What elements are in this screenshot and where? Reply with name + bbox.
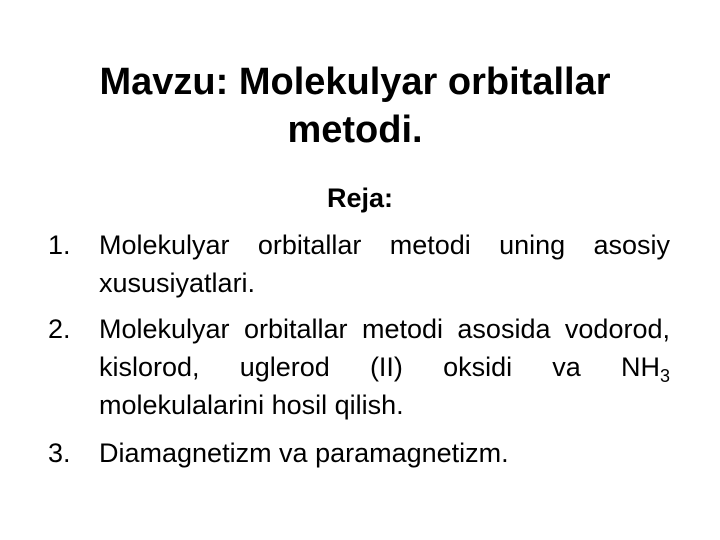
chemical-subscript: 3 bbox=[659, 366, 670, 386]
list-item-number: 3. bbox=[48, 438, 71, 468]
list-item-number: 2. bbox=[48, 314, 71, 344]
list-item bbox=[48, 226, 670, 302]
plan-heading: Reja: bbox=[326, 183, 394, 213]
list-item-text-before: Molekulyar orbitallar metodi asosida vodorod, kislorod, uglerod (II) oksidi va NH bbox=[99, 314, 670, 382]
list-item-text bbox=[99, 314, 670, 420]
plan-list bbox=[48, 226, 670, 480]
list-item-text-after: molekulalarini hosil qilish. bbox=[99, 390, 404, 420]
list-item-number: 1. bbox=[48, 230, 71, 260]
list-item-text: Diamagnetizm va paramagnetizm. bbox=[99, 438, 509, 468]
list-item bbox=[48, 310, 670, 424]
slide-title: Mavzu: Molekulyar orbitallar metodi. bbox=[99, 61, 611, 151]
list-item-text: Molekulyar orbitallar metodi uning asosiy xususiyatlari. bbox=[99, 230, 670, 298]
list-item bbox=[48, 434, 670, 472]
